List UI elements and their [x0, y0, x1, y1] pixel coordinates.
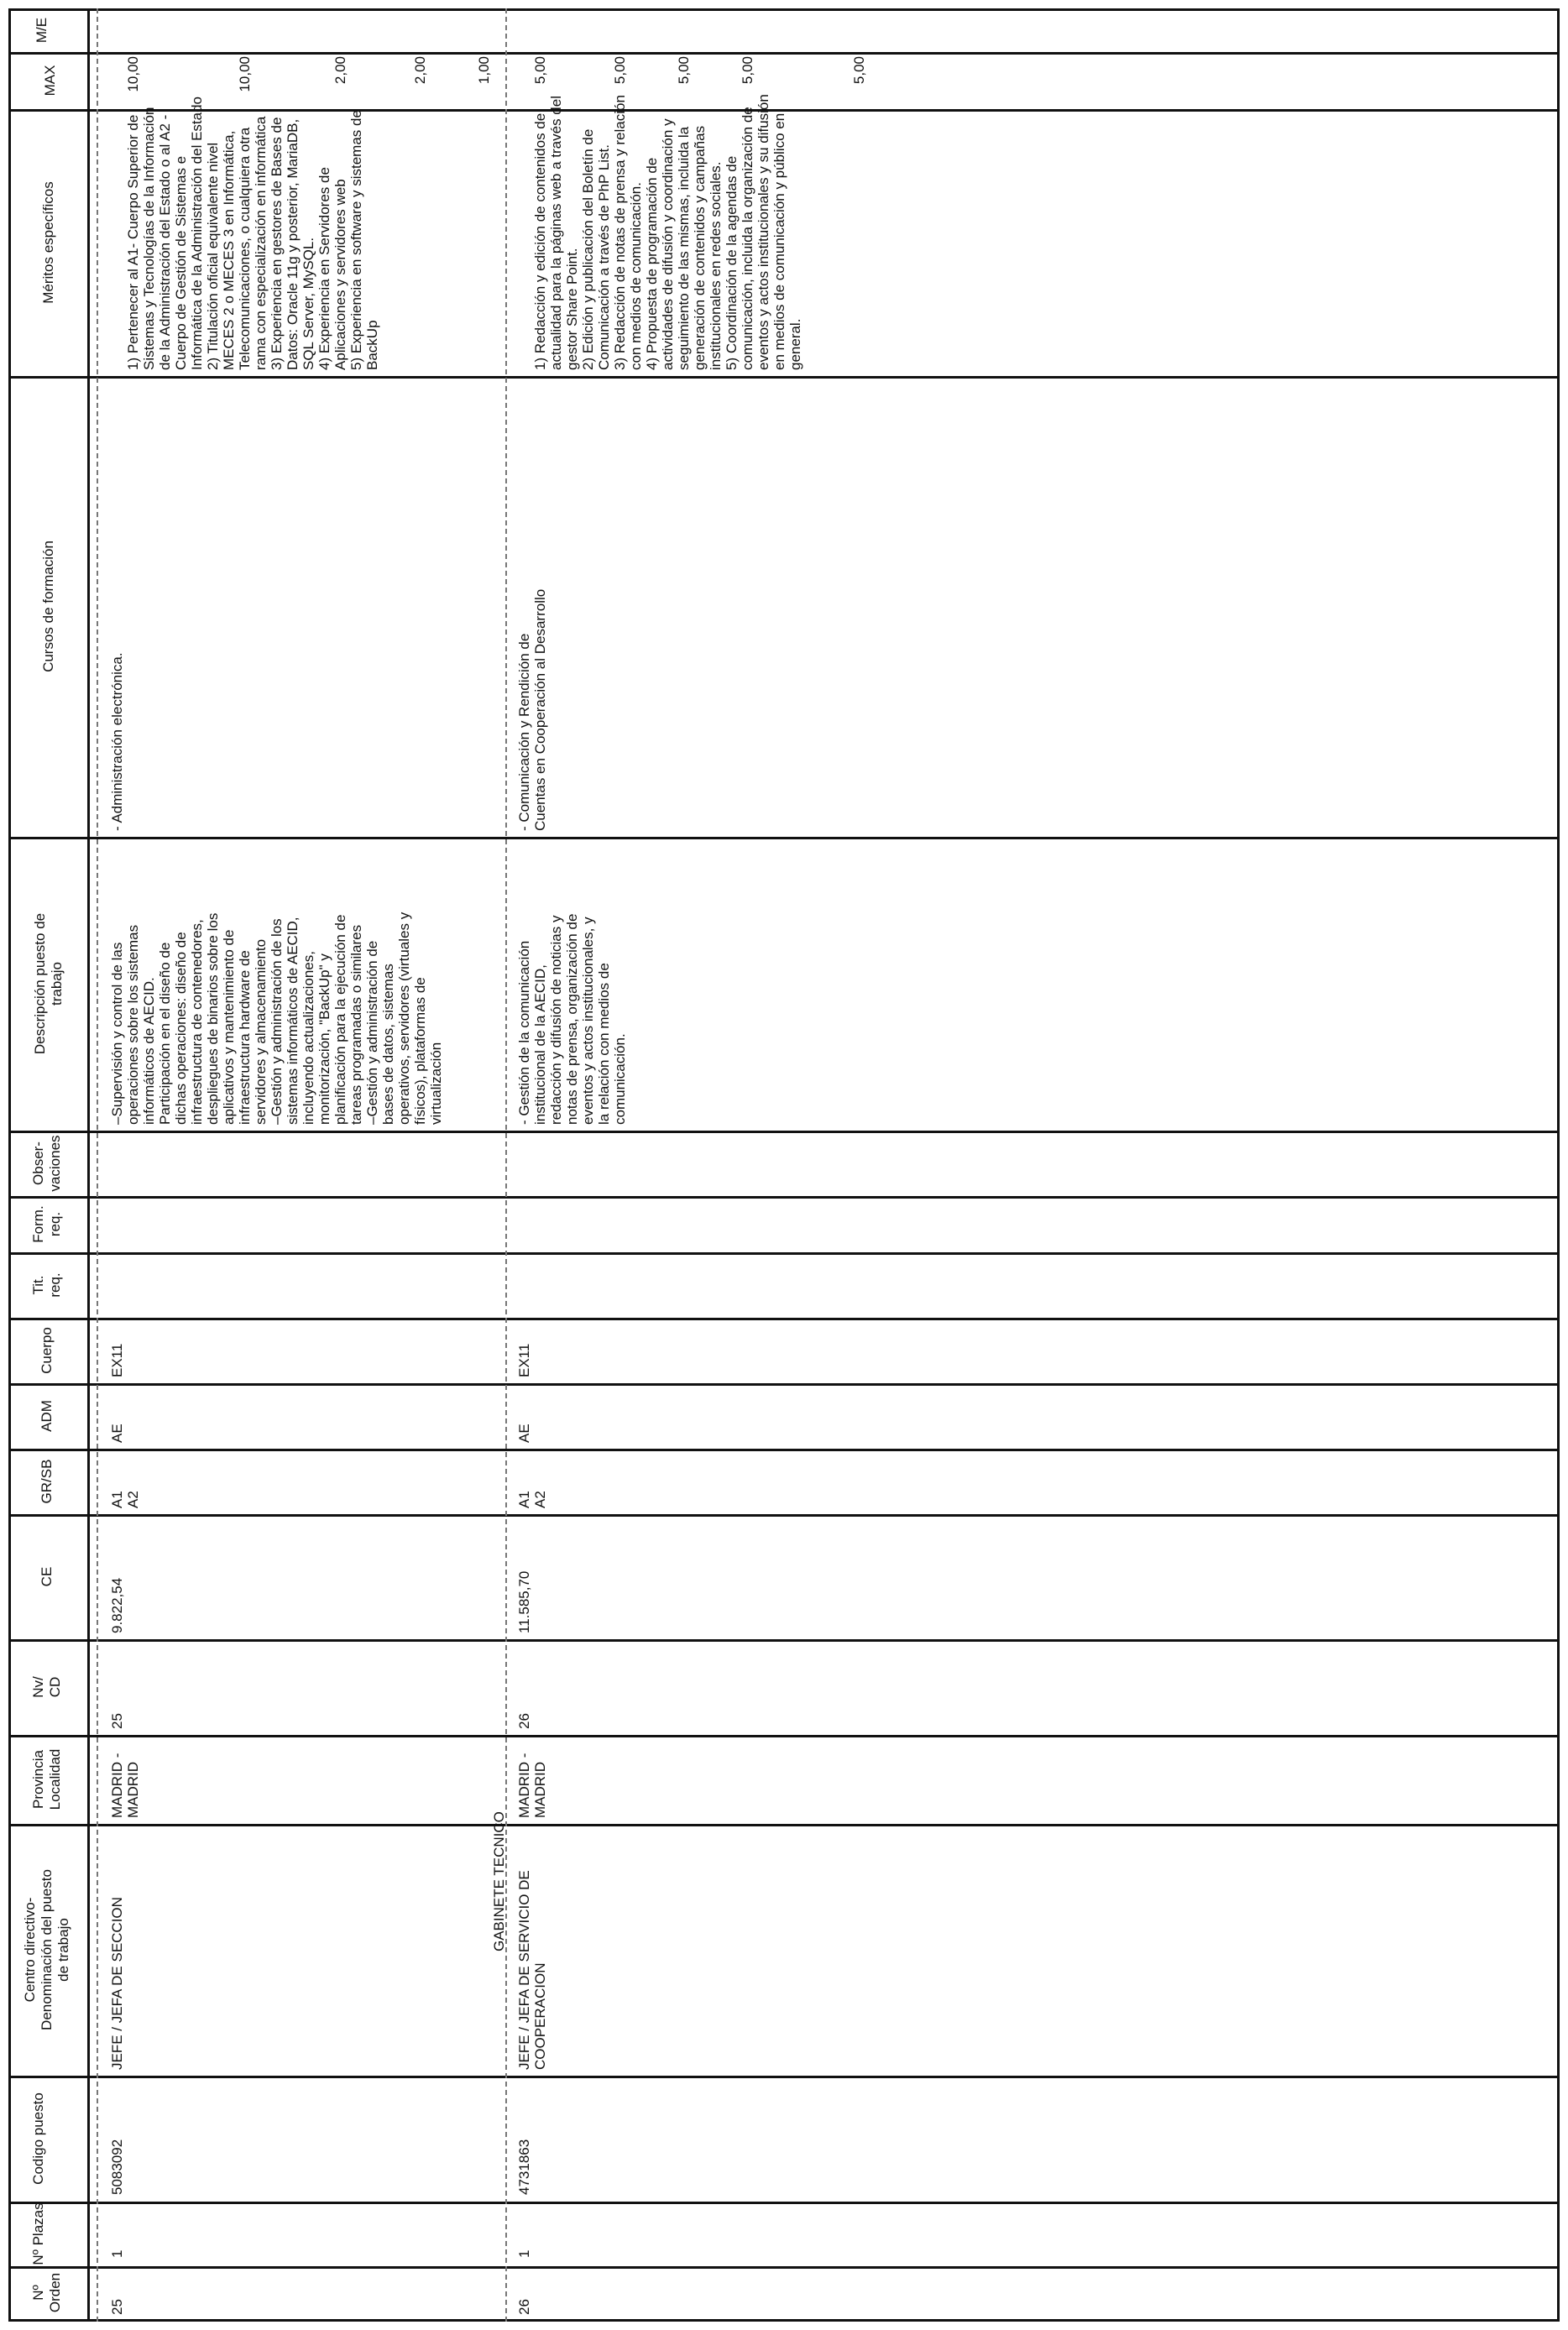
header-column-divider [87, 8, 90, 2322]
column-divider [8, 2076, 1560, 2078]
row-26-codigo: 4731863 [516, 2139, 532, 2195]
max-value: 5,00 [851, 56, 867, 85]
max-value: 10,00 [237, 56, 253, 92]
table-border-right [1557, 8, 1560, 2322]
column-divider [8, 1824, 1560, 1826]
section-label: GABINETE TECNICO [491, 1811, 507, 1951]
row-25-adm: AE [109, 1424, 125, 1443]
max-value: 5,00 [740, 56, 755, 85]
column-divider [8, 1196, 1560, 1199]
row-26-cuerpo: EX11 [516, 1343, 532, 1377]
header-formacion: Form. req. [30, 1205, 63, 1243]
header-cursos: Cursos de formación [40, 541, 56, 672]
column-divider [8, 1514, 1560, 1517]
merito-item: 1) Pertenecer al A1- Cuerpo Superior de Sistemas y Tecnologías de la Información de la Administración del Estado o al A2 - Cuerpo de Gestión de Sistemas e Informática de la Administración del Estado [125, 96, 205, 370]
column-divider [8, 1735, 1560, 1737]
header-adm: ADM [39, 1400, 55, 1432]
row-26-nivel: 26 [516, 1713, 532, 1729]
merito-item: 2) Titulación oficial equivalente nivel MECES 2 o MECES 3 en Informática, Telecomunicaciones, o cualquiera otra rama con especialización en informática [205, 116, 269, 370]
column-divider [8, 376, 1560, 379]
row-25-codigo: 5083092 [109, 2139, 125, 2195]
max-value: 10,00 [125, 56, 141, 92]
row-26-centro: JEFE / JEFA DE SERVICIO DE COOPERACION [516, 1870, 548, 2070]
merito-item: 3) Experiencia en gestores de Bases de Datos: Oracle 11g y posterior, MariaDB, SQL Server, MySQL. [269, 117, 316, 370]
row-26-plazas: 1 [516, 2249, 532, 2258]
row-26-descripcion: - Gestión de la comunicación institucional de la AECID, redacción y difusión de noticias y notas de prensa, organización de eventos y actos institucionales, y la relación con medios de comunicación. [516, 913, 628, 1125]
header-orden: Nº Orden [30, 2272, 63, 2313]
column-divider [8, 1383, 1560, 1386]
max-value: 5,00 [676, 56, 692, 85]
table-border-left [8, 8, 11, 2322]
header-centro: Centro directivo- Denominación del puesto de trabajo [22, 1869, 71, 2030]
table-border-bottom [8, 2319, 1560, 2322]
max-value: 2,00 [332, 56, 348, 85]
row-26-orden: 26 [516, 2299, 532, 2315]
row-25-cuerpo: EX11 [109, 1343, 125, 1377]
max-value: 5,00 [612, 56, 628, 85]
row-separator-dashed [97, 8, 98, 2322]
row-25-grupo: A1 A2 [109, 1491, 141, 1508]
header-titulacion: Tit. req. [30, 1272, 63, 1298]
row-26-cursos: - Comunicación y Rendición de Cuentas en Cooperación al Desarrollo [516, 588, 548, 831]
row-25-orden: 25 [109, 2299, 125, 2315]
header-max: MAX [42, 65, 58, 97]
row-25-plazas: 1 [109, 2249, 125, 2258]
max-value: 5,00 [532, 56, 548, 85]
header-descripcion: Descripción puesto de trabajo [32, 912, 65, 1055]
column-divider [8, 2266, 1560, 2269]
header-codigo: Codigo puesto [30, 2092, 46, 2185]
merito-item: 2) Edición y publicación del Boletín de Comunicación a través de PhP List. [580, 128, 612, 370]
column-divider [8, 1252, 1560, 1255]
header-observaciones: Obser- vaciones [30, 1135, 63, 1192]
row-25-ce: 9.822,54 [109, 1577, 125, 1633]
header-grupo: GR/SB [39, 1459, 55, 1504]
merito-item: 3) Redacción de notas de prensa y relación con medios de comunicación. [612, 95, 644, 370]
merito-item: 5) Experiencia en software y sistemas de BackUp [348, 110, 380, 370]
row-25-descripcion: –Supervisión y control de las operaciones sobre los sistemas informáticos de AECID. Participación en el diseño de dichas operaciones: diseño de infraestructura de contenedores, despliegues de binarios sobre los aplicativos y mantenimiento de infraestructura hardware de servidores y almacenamiento –Gestión y administración de los sistemas informáticos de AECID, incluyendo actualizaciones, monitorización, "BackUp" y planificación para la ejecución de tareas programadas o similares –Gestión y administración de bases de datos, sistemas operativos, servidores (virtuales y físicos), plataformas de virtualización [109, 912, 444, 1125]
row-26-ce: 11.585,70 [516, 1570, 532, 1633]
row-26-provincia: MADRID - MADRID [516, 1753, 548, 1818]
max-value: 1,00 [476, 56, 492, 85]
header-me: M/E [34, 17, 50, 44]
header-provincia: Provincia Localidad [30, 1748, 63, 1810]
row-26-grupo: A1 A2 [516, 1491, 548, 1508]
column-divider [8, 1449, 1560, 1451]
header-nivel: Nv/ CD [30, 1676, 63, 1698]
row-25-cursos: - Administración electrónica. [109, 652, 125, 831]
merito-item: 4) Experiencia en Servidores de Aplicaciones y servidores web [316, 167, 348, 370]
header-meritos: Méritos específicos [40, 181, 56, 304]
row-25-centro: JEFE / JEFA DE SECCION [109, 1897, 125, 2070]
column-divider [8, 1318, 1560, 1320]
merito-item: 4) Propuesta de programación de actividades de difusión y coordinación y seguimiento de las mismas, incluida la generación de contenidos y campañas institucionales en redes sociales. [644, 118, 724, 370]
row-separator-dashed [505, 8, 507, 2322]
header-cuerpo: Cuerpo [39, 1327, 55, 1374]
row-25-max [109, 56, 492, 105]
max-value: 2,00 [412, 56, 428, 85]
row-25-nivel: 25 [109, 1713, 125, 1729]
table-border-top [8, 8, 1560, 11]
row-26-max [516, 56, 867, 105]
row-26-adm: AE [516, 1424, 532, 1443]
merito-item: 1) Redacción y edición de contenidos de actualidad para la páginas web a través del gestor Share Point. [532, 96, 580, 370]
column-divider [8, 2202, 1560, 2204]
row-25-provincia: MADRID - MADRID [109, 1753, 141, 1818]
merito-item: 5) Coordinación de la agendas de comunicación, incluida la organización de eventos y actos institucionales y su difusión en medios de comunicación y público en general. [724, 94, 803, 370]
column-divider [8, 1131, 1560, 1133]
header-ce: CE [39, 1566, 55, 1587]
header-plazas: Nº Plazas [30, 2202, 46, 2265]
column-divider [8, 1639, 1560, 1642]
column-divider [8, 52, 1560, 55]
